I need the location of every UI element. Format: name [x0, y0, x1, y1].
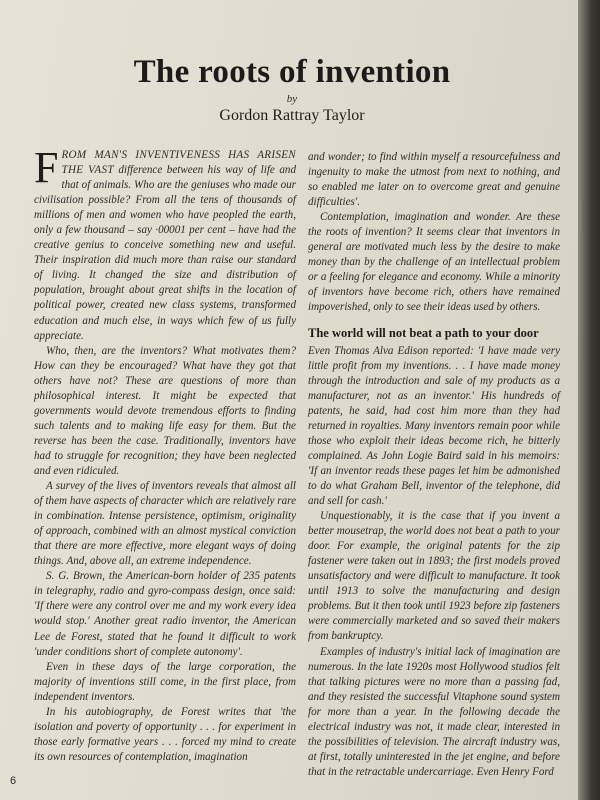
paragraph: A survey of the lives of inventors reveals that almost all of them have aspects of character which are relatively rare in combination. Intense persistence, optimism, originality of approach, combined with an almost mystical conviction that there are more effective, more elegant ways of doing things. And, above all, an extreme independence. [34, 480, 296, 568]
author-name: Gordon Rattray Taylor [219, 107, 365, 124]
paragraph-continuation: and wonder; to find within myself a resourcefulness and ingenuity to make the utmost from next to nothing, and so enabled me later on to overcome great and genuine difficulties'. [308, 151, 560, 209]
byline-by: by [286, 93, 298, 105]
paragraph: Unquestionably, it is the case that if you invent a better mousetrap, the world does not beat a path to your door. For example, the original patents for the zip fastener were taken out in 1893; the first models proved unsatisfactory and were difficult to manufacture. It took until 1913 to solve the manufacturing and design problems. But it then took until 1923 before zip fasteners were commercially marketed and so saved their makers from bankruptcy. [308, 510, 560, 643]
book-gutter-shadow [578, 0, 600, 800]
paragraph: S. G. Brown, the American-born holder of 235 patents in telegraphy, radio and gyro-compass design, once said: 'If there were any control over me and my work every idea would stop.' Another great radio inventor, the American Lee de Forest, stated that he found it difficult to work 'under conditions short of complete autonomy'. [34, 570, 296, 658]
paragraph: Even in these days of the large corporation, the majority of inventions still come, in the first place, from independent inventors. [34, 660, 296, 703]
lead-paragraph [34, 143, 296, 344]
lead-smallcaps: ROM MAN'S INVENTIVENESS HAS ARISEN THE VAST [61, 149, 296, 177]
paragraph: Who, then, are the inventors? What motivates them? How can they be encouraged? What have they got that others have not? These are questions of more than philosophical interest. It might be expected that governments would devote tremendous efforts to finding such talents and to making life easy for them. But the reverse has been the case. Traditionally, inventors have had to struggle for recognition; they have been neglected and even ridiculed. [34, 344, 296, 477]
left-column [34, 143, 296, 765]
drop-cap: F [34, 143, 59, 192]
paragraph: Examples of industry's initial lack of imagination are numerous. In the late 1920s most Hollywood studios felt that talking pictures were no more than a passing fad, and they resisted the successful Vitaphone sound system for more than a year. In the following decade the electrical industry was not, it made clear, interested in the possibilities of television. The aircraft industry was, at first, totally uninterested in the jet engine, and before that in the retractable undercarriage. Even Henry Ford [308, 645, 560, 778]
paragraph: Contemplation, imagination and wonder. Are these the roots of invention? It seems clear that inventors in general are motivated much less by the desire to make money than by the challenge of an intellectual problem or a feeling for elegance and economy. While a minority of inventors have become rich, others have remained impoverished, only to see their ideas used by others. [308, 211, 560, 314]
page-number: 6 [10, 775, 17, 787]
right-column [308, 150, 560, 780]
paragraph: In his autobiography, de Forest writes that 'the isolation and poverty of opportunity . . . for experiment in those early formative years . . . forced my mind to create its own resources of contemplation, imagination [34, 705, 296, 763]
lead-text: difference between his way of life and that of animals. Who are the geniuses who made our civilisation possible? From all the tens of thousands of millions of men and women who have peopled the earth, only a few thousand – say ·00001 per cent – have had the creative genius to conceive something new and useful. Their inspiration did much more than raise our standard of living. It changed the size and distribution of population, brought about great shifts in the location of political power, created new class systems, transformed education and much else, in ways which few of us fully appreciate. [34, 164, 296, 342]
article-title: The roots of invention [133, 54, 451, 90]
paragraph: Even Thomas Alva Edison reported: 'I have made very little profit from my inventions. . . I have made money through the introduction and sale of my products as a manufacturer, not as an inventor.' His hundreds of patents, he said, had cost him more than they had returned in royalties. Many inventors remain poor while those who exploit their ideas become rich, he bitterly complained. As John Logie Baird said in his memoirs: 'If an inventor reads these pages let him be admonished to do what Graham Bell, inventor of the telephone, did and sell for cash.' [308, 344, 560, 508]
section-subheading: The world will not beat a path to your door [308, 325, 539, 340]
